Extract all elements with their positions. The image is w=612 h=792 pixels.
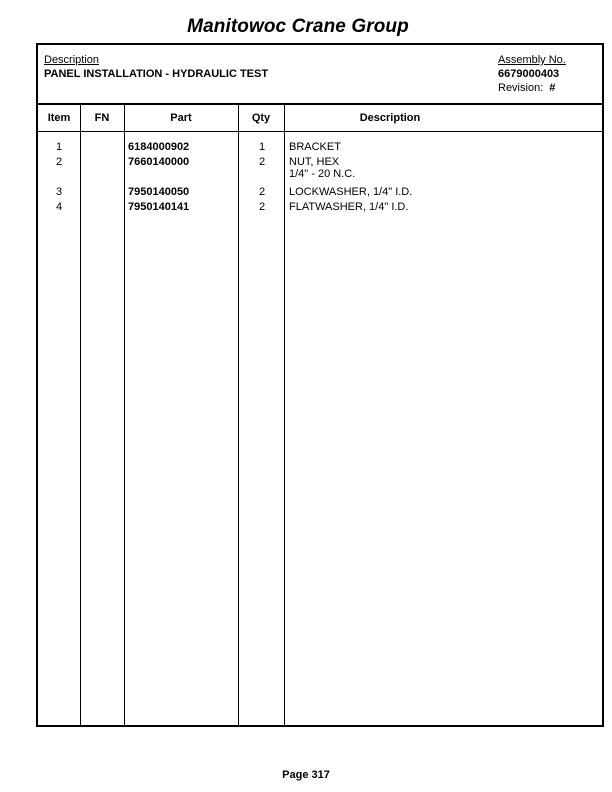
row-description-line-2: 1/4" - 20 N.C. [289, 168, 356, 180]
row-item-number: 4 [55, 201, 63, 213]
row-part-number: 7660140000 [128, 156, 190, 168]
row-quantity: 2 [258, 201, 266, 213]
row-quantity: 1 [258, 141, 266, 153]
row-description: NUT, HEX [289, 156, 340, 168]
row-quantity: 2 [258, 186, 266, 198]
column-divider [284, 105, 285, 725]
column-header-part: Part [170, 112, 192, 124]
description-value: PANEL INSTALLATION - HYDRAULIC TEST [44, 68, 269, 80]
assembly-number-value: 6679000403 [498, 68, 560, 80]
column-header-item: Item [47, 112, 71, 124]
row-part-number: 6184000902 [128, 141, 190, 153]
row-description: LOCKWASHER, 1/4" I.D. [289, 186, 413, 198]
row-item-number: 2 [55, 156, 63, 168]
column-divider [238, 105, 239, 725]
column-header-row [38, 105, 602, 132]
column-divider [124, 105, 125, 725]
row-part-number: 7950140141 [128, 201, 190, 213]
description-label: Description [44, 54, 100, 66]
row-part-number: 7950140050 [128, 186, 190, 198]
row-quantity: 2 [258, 156, 266, 168]
column-header-fn: FN [94, 112, 110, 124]
column-header-description: Description [359, 112, 421, 124]
assembly-number-label: Assembly No. [498, 54, 566, 66]
assembly-header [38, 45, 602, 105]
page-title: Manitowoc Crane Group [187, 16, 409, 37]
row-item-number: 3 [55, 186, 63, 198]
revision-label: Revision: [498, 82, 544, 94]
page-number: Page 317 [282, 769, 330, 781]
row-description: BRACKET [289, 141, 341, 153]
revision-value: # [549, 82, 556, 94]
revision [498, 82, 555, 94]
row-description: FLATWASHER, 1/4" I.D. [289, 201, 409, 213]
column-divider [80, 105, 81, 725]
row-item-number: 1 [55, 141, 63, 153]
column-header-qty: Qty [251, 112, 271, 124]
parts-list-table [36, 43, 604, 727]
